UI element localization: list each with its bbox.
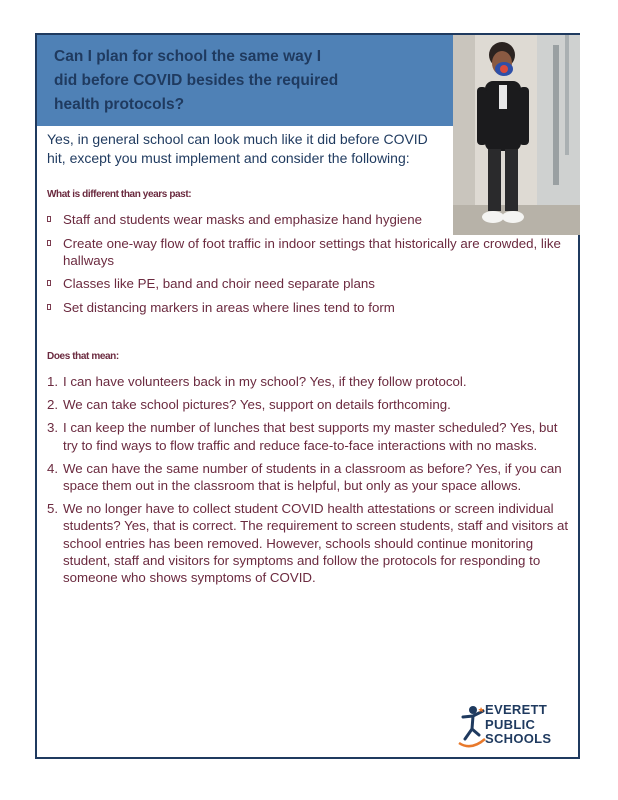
list-item bbox=[47, 373, 572, 390]
list-item bbox=[47, 275, 572, 292]
item-number: 4. bbox=[47, 460, 59, 476]
list-item bbox=[47, 396, 572, 413]
logo-line-3: SCHOOLS bbox=[485, 731, 552, 746]
list-item-text: We no longer have to collect student COVID health attestations or screen individual students? Yes, that is correct. The requirement to screen students, staff and visitors at school entries has been removed. However, schools should continue monitoring student, staff and visitors for symptoms and follow the protocols for responding to someone who shows symptoms of COVID. bbox=[63, 501, 569, 586]
list-item-text: I can have volunteers back in my school? Yes, if they follow protocol. bbox=[63, 374, 467, 389]
bullet-icon bbox=[47, 240, 51, 246]
list-item-text: We can have the same number of students in a classroom as before? Yes, if you can space them out in the classroom that is helpful, but only as your space allows. bbox=[63, 460, 562, 494]
header-banner bbox=[37, 35, 453, 126]
intro-paragraph: Yes, in general school can look much like it did before COVID hit, except you must implement and consider the following: bbox=[47, 131, 428, 166]
document-frame bbox=[35, 33, 580, 759]
page-title: Can I plan for school the same way I did before COVID besides the required health protocols? bbox=[54, 48, 339, 113]
item-number: 5. bbox=[47, 501, 59, 517]
list-item-text: Create one-way flow of foot traffic in indoor settings that historically are crowded, like hallways bbox=[63, 235, 561, 268]
different-section-heading: What is different than years past: bbox=[47, 189, 192, 200]
list-item bbox=[47, 460, 572, 494]
logo-wordmark bbox=[485, 703, 551, 747]
student-photo-image bbox=[453, 35, 580, 235]
bullet-icon bbox=[47, 280, 51, 286]
everett-public-schools-logo bbox=[457, 701, 577, 753]
list-item bbox=[47, 419, 572, 453]
means-list bbox=[47, 373, 572, 592]
runner-logo-icon bbox=[457, 703, 487, 753]
logo-line-2: PUBLIC bbox=[485, 716, 536, 732]
bullet-icon bbox=[47, 216, 51, 222]
list-item bbox=[47, 211, 572, 228]
item-number: 3. bbox=[47, 420, 59, 436]
bullet-icon bbox=[47, 304, 51, 310]
list-item-text: Classes like PE, band and choir need separate plans bbox=[63, 276, 375, 291]
list-item bbox=[47, 500, 572, 586]
means-section-heading: Does that mean: bbox=[47, 351, 119, 362]
student-photo bbox=[453, 35, 580, 235]
list-item-text: I can keep the number of lunches that best supports my master scheduled? Yes, but try to find ways to flow traffic and reduce face-to-face interactions with no masks. bbox=[63, 420, 558, 453]
list-item bbox=[47, 235, 572, 269]
item-number: 2. bbox=[47, 397, 59, 413]
list-item bbox=[47, 299, 572, 316]
list-item-text: Set distancing markers in areas where lines tend to form bbox=[63, 299, 395, 315]
item-number: 1. bbox=[47, 374, 59, 389]
different-list bbox=[47, 211, 572, 322]
list-item-text: Staff and students wear masks and emphasize hand hygiene bbox=[63, 212, 422, 227]
logo-line-1: EVERETT bbox=[485, 702, 548, 717]
list-item-text: We can take school pictures? Yes, support on details forthcoming. bbox=[63, 397, 451, 413]
